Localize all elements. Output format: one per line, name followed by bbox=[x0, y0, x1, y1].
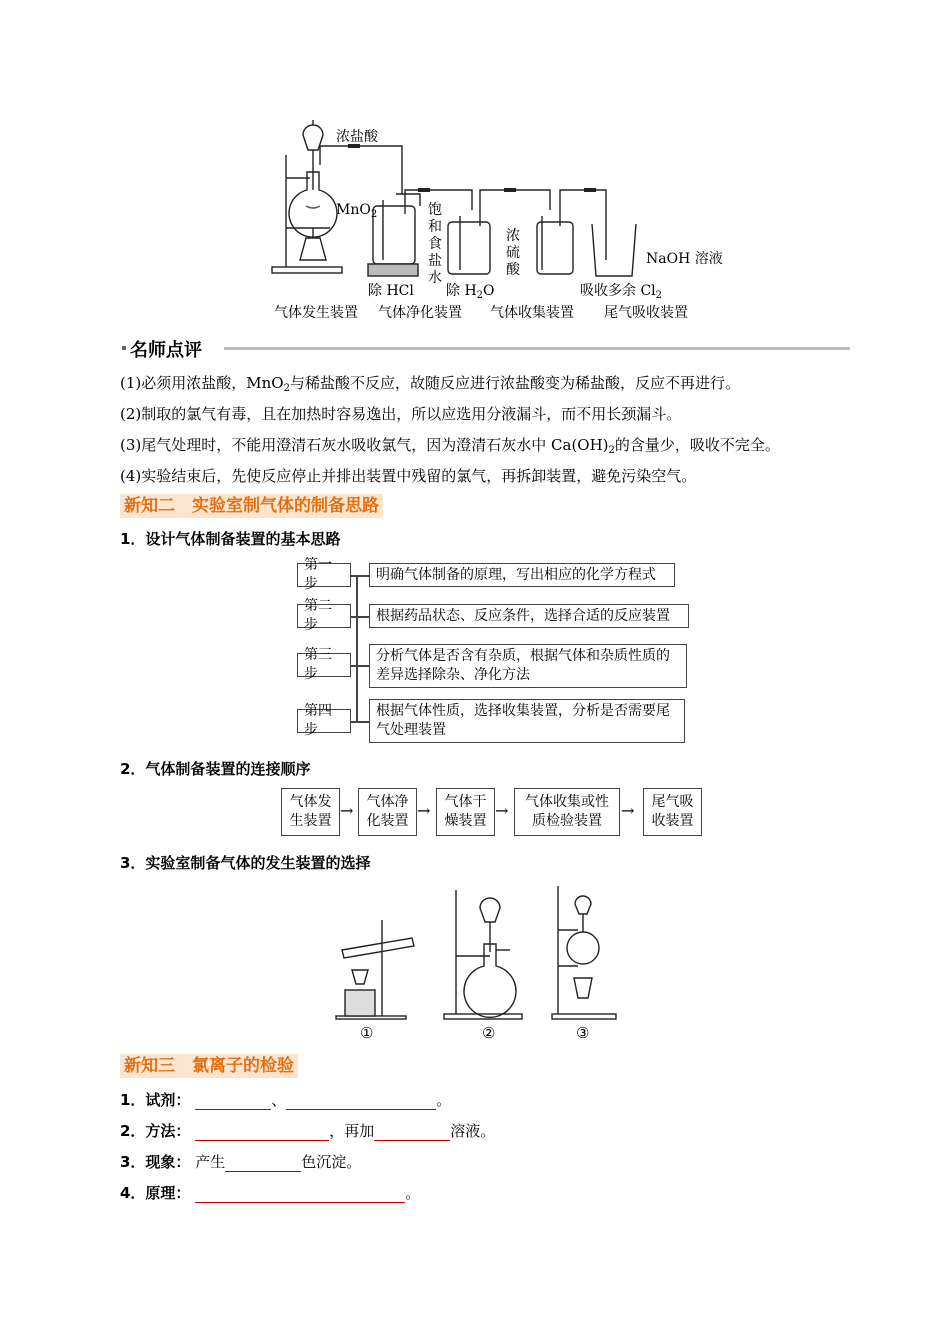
flow-box-2: 气体净化装置 bbox=[358, 788, 417, 836]
flow-arrow-4: → bbox=[621, 801, 635, 820]
item-principle: 4．原理： 。 bbox=[120, 1184, 421, 1202]
step-4-label: 第四步 bbox=[297, 709, 351, 733]
step-3-label: 第三步 bbox=[297, 653, 351, 677]
figure-label-3: ③ bbox=[576, 1024, 590, 1042]
comment-4: (4)实验结束后，先使反应停止并排出装置中残留的氯气，再拆卸装置，避免污染空气。 bbox=[120, 467, 697, 485]
label-mno2: MnO$_2$ bbox=[336, 202, 378, 220]
step-2-text: 根据药品状态、反应条件，选择合适的反应装置 bbox=[369, 604, 689, 628]
step-2-link bbox=[351, 616, 369, 618]
label-absorb-cl2: 吸收多余 $Cl_2$ bbox=[580, 283, 663, 301]
step-1-label: 第一步 bbox=[297, 563, 351, 587]
method-blank-1[interactable] bbox=[195, 1122, 329, 1141]
comment-2: (2)制取的氯气有毒，且在加热时容易逸出，所以应选用分液漏斗，而不用长颈漏斗。 bbox=[120, 405, 682, 423]
step-3-link bbox=[351, 665, 369, 667]
chlorine-apparatus-figure bbox=[260, 110, 740, 330]
apparatus-drawing bbox=[260, 110, 740, 330]
step-1-text: 明确气体制备的原理，写出相应的化学方程式 bbox=[369, 563, 675, 587]
item-method-label: 2．方法： bbox=[120, 1122, 191, 1140]
caption-purifier: 气体净化装置 bbox=[378, 305, 462, 321]
principle-blank[interactable] bbox=[195, 1184, 405, 1203]
generator-figures bbox=[330, 880, 620, 1050]
reagent-blank-1[interactable] bbox=[195, 1091, 271, 1110]
flow-box-5: 尾气吸收装置 bbox=[643, 788, 702, 836]
comments-header-dot bbox=[122, 346, 126, 350]
comment-1: (1)必须用浓盐酸，MnO$_2$与稀盐酸不反应，故随反应进行浓盐酸变为稀盐酸，反应不再进行。 bbox=[120, 374, 740, 394]
comments-header bbox=[120, 336, 852, 360]
caption-generator: 气体发生装置 bbox=[274, 305, 358, 321]
generator-drawings bbox=[330, 880, 620, 1020]
label-naoh-solution: NaOH 溶液 bbox=[646, 251, 723, 267]
item-reagent: 1．试剂： 、 。 bbox=[120, 1091, 452, 1109]
label-remove-hcl: 除 HCl bbox=[368, 283, 414, 299]
caption-tail-gas: 尾气吸收装置 bbox=[604, 305, 688, 321]
section2-sub2: 2．气体制备装置的连接顺序 bbox=[120, 760, 311, 778]
item-reagent-label: 1．试剂： bbox=[120, 1091, 191, 1109]
figure-label-2: ② bbox=[482, 1024, 496, 1042]
flow-box-3: 气体干燥装置 bbox=[436, 788, 495, 836]
label-conc-hcl: 浓盐酸 bbox=[336, 129, 378, 145]
figure-label-1: ① bbox=[360, 1024, 374, 1042]
flow-box-1: 气体发生装置 bbox=[281, 788, 340, 836]
label-conc-sulfuric-acid: 浓 硫 酸 bbox=[506, 228, 520, 278]
phenomenon-blank[interactable] bbox=[225, 1153, 301, 1172]
comment-3: (3)尾气处理时，不能用澄清石灰水吸收氯气，因为澄清石灰水中 $Ca(OH)_2$的含量少，吸收不完全。 bbox=[120, 436, 780, 456]
method-blank-2[interactable] bbox=[374, 1122, 450, 1141]
steps-connector bbox=[356, 575, 358, 722]
item-method: 2．方法： ，再加 溶液。 bbox=[120, 1122, 496, 1140]
label-saturated-brine: 饱 和 食 盐 水 bbox=[428, 202, 442, 286]
item-phenomenon-label: 3．现象： bbox=[120, 1153, 191, 1171]
step-4-link bbox=[351, 721, 369, 723]
step-1-link bbox=[351, 575, 369, 577]
section3-title: 新知三 氯离子的检验 bbox=[120, 1054, 298, 1078]
caption-collector: 气体收集装置 bbox=[490, 305, 574, 321]
step-2-label: 第二步 bbox=[297, 604, 351, 628]
section2-sub3: 3．实验室制备气体的发生装置的选择 bbox=[120, 854, 371, 872]
flow-arrow-2: → bbox=[417, 801, 431, 820]
section2-title: 新知二 实验室制气体的制备思路 bbox=[120, 494, 383, 518]
step-4-text: 根据气体性质，选择收集装置，分析是否需要尾气处理装置 bbox=[369, 699, 685, 743]
reagent-blank-2[interactable] bbox=[286, 1091, 436, 1110]
item-phenomenon: 3．现象： 产生 色沉淀。 bbox=[120, 1153, 362, 1171]
flow-arrow-3: → bbox=[495, 801, 509, 820]
flow-arrow-1: → bbox=[340, 801, 354, 820]
item-principle-label: 4．原理： bbox=[120, 1184, 191, 1202]
comments-title: 名师点评 bbox=[130, 340, 202, 361]
step-3-text: 分析气体是否含有杂质，根据气体和杂质性质的差异选择除杂、净化方法 bbox=[369, 644, 687, 688]
section2-sub1: 1．设计气体制备装置的基本思路 bbox=[120, 530, 341, 548]
flow-box-4: 气体收集或性质检验装置 bbox=[514, 788, 620, 836]
comments-header-rule bbox=[224, 347, 850, 350]
label-remove-h2o: 除 $H_2O$ bbox=[446, 283, 495, 301]
